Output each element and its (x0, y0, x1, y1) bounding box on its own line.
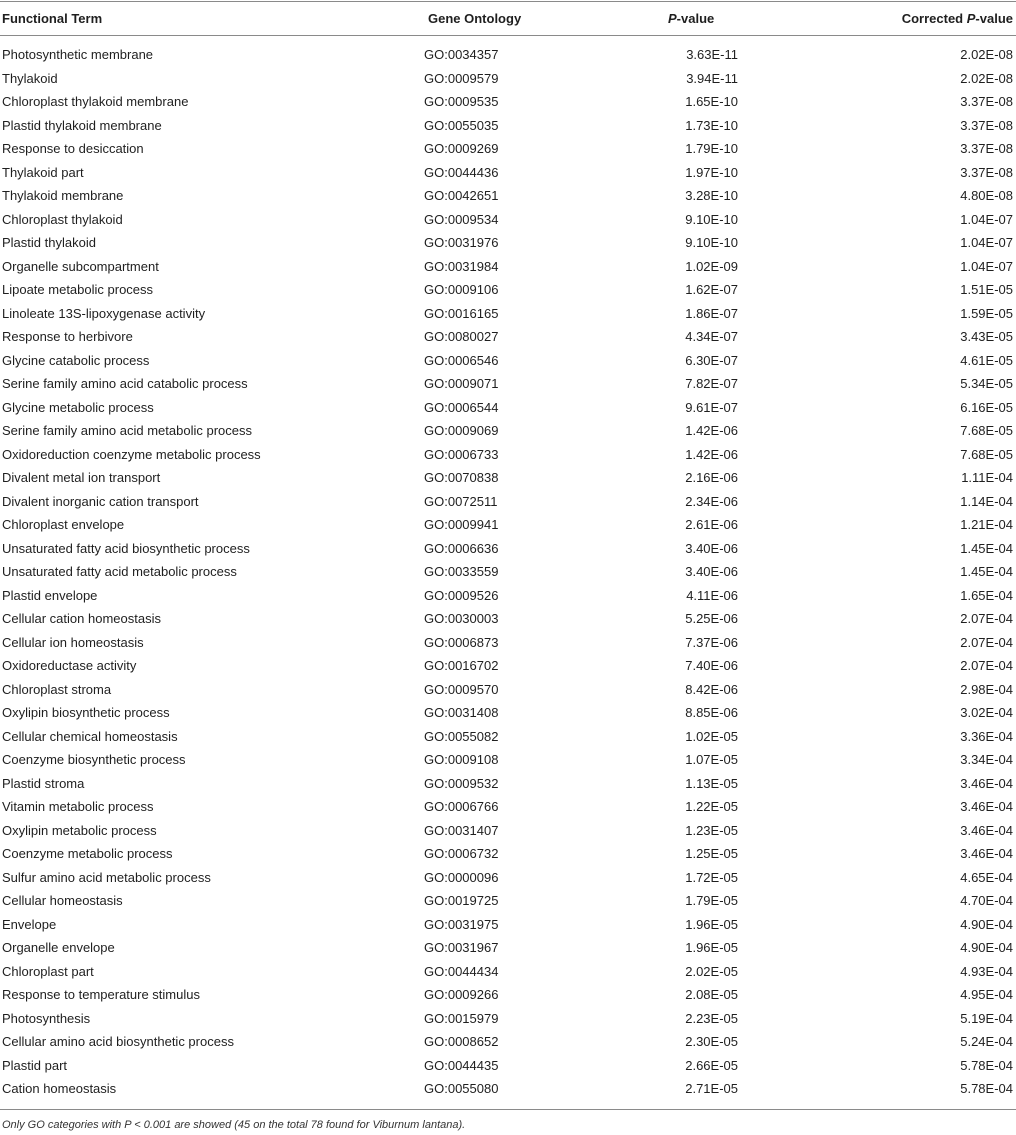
table-row (0, 259, 1016, 283)
cell-p-value: 1.62E-07 (685, 282, 738, 297)
table-row (0, 588, 1016, 612)
cell-corrected-p-value: 1.51E-05 (960, 282, 1013, 297)
cell-gene-ontology: GO:0044435 (424, 1057, 499, 1073)
cell-functional-term: Plastid thylakoid membrane (2, 117, 162, 133)
cell-p-value: 2.02E-05 (685, 963, 738, 979)
cell-gene-ontology: GO:0009570 (424, 681, 499, 697)
cell-gene-ontology: GO:0009069 (424, 423, 499, 438)
cell-corrected-p-value: 6.16E-05 (960, 399, 1013, 415)
cell-corrected-p-value: 1.59E-05 (960, 305, 1013, 321)
cell-functional-term: Divalent metal ion transport (2, 470, 161, 485)
cell-functional-term: Coenzyme metabolic process (2, 846, 173, 861)
table-footnote: Only GO categories with P < 0.001 are showed (45 on the total 78 found for Viburnum lantana). (2, 1119, 466, 1131)
cell-corrected-p-value: 4.70E-04 (960, 893, 1013, 908)
cell-functional-term: Cellular cation homeostasis (2, 611, 161, 626)
header-rule (0, 35, 1016, 36)
cell-gene-ontology: GO:0034357 (424, 47, 499, 62)
cell-functional-term: Oxylipin metabolic process (2, 822, 157, 838)
cell-gene-ontology: GO:0009106 (424, 282, 499, 297)
cell-p-value: 2.71E-05 (685, 1081, 738, 1096)
table-row (0, 893, 1016, 917)
table-row (0, 1011, 1016, 1035)
cell-functional-term: Oxidoreduction coenzyme metabolic process (2, 446, 261, 462)
table-row (0, 564, 1016, 588)
cell-gene-ontology: GO:0016702 (424, 658, 499, 673)
table-row (0, 776, 1016, 800)
cell-functional-term: Unsaturated fatty acid metabolic process (2, 564, 237, 579)
cell-gene-ontology: GO:0006636 (424, 540, 499, 556)
table-row (0, 188, 1016, 212)
cell-corrected-p-value: 3.46E-04 (960, 775, 1013, 791)
cell-corrected-p-value: 5.78E-04 (960, 1081, 1013, 1096)
cell-functional-term: Thylakoid membrane (2, 188, 124, 203)
cell-functional-term: Glycine metabolic process (2, 399, 154, 415)
cell-gene-ontology: GO:0031967 (424, 940, 499, 955)
table-row (0, 235, 1016, 259)
cell-p-value: 1.22E-05 (685, 799, 738, 814)
cell-corrected-p-value: 3.37E-08 (960, 164, 1013, 180)
cell-p-value: 9.61E-07 (685, 399, 738, 415)
cell-p-value: 5.25E-06 (685, 611, 738, 626)
cell-gene-ontology: GO:0072511 (424, 493, 498, 509)
cell-p-value: 2.66E-05 (685, 1057, 738, 1073)
cell-functional-term: Plastid part (2, 1057, 68, 1073)
cell-corrected-p-value: 3.37E-08 (960, 94, 1013, 109)
cell-gene-ontology: GO:0009269 (424, 141, 499, 156)
cell-functional-term: Coenzyme biosynthetic process (2, 752, 186, 767)
table-row (0, 705, 1016, 729)
cell-p-value: 3.40E-06 (685, 540, 738, 556)
cell-gene-ontology: GO:0070838 (424, 470, 499, 485)
cell-functional-term: Lipoate metabolic process (2, 282, 154, 297)
table-row (0, 940, 1016, 964)
cell-functional-term: Chloroplast envelope (2, 517, 125, 532)
cell-gene-ontology: GO:0031408 (424, 705, 499, 720)
cell-p-value: 9.10E-10 (685, 211, 738, 227)
cell-p-value: 1.86E-07 (685, 305, 738, 321)
cell-functional-term: Unsaturated fatty acid biosynthetic process (2, 540, 250, 556)
cell-gene-ontology: GO:0006733 (424, 446, 499, 462)
cell-corrected-p-value: 4.90E-04 (960, 940, 1013, 955)
cell-p-value: 2.16E-06 (685, 470, 738, 485)
cell-gene-ontology: GO:0009579 (424, 70, 499, 86)
header-p-value (668, 11, 714, 27)
cell-gene-ontology: GO:0006546 (424, 352, 499, 368)
cell-corrected-p-value: 2.07E-04 (960, 611, 1013, 626)
cell-corrected-p-value: 4.65E-04 (960, 869, 1013, 885)
table-row (0, 1034, 1016, 1058)
cell-functional-term: Sulfur amino acid metabolic process (2, 869, 211, 885)
cell-functional-term: Response to desiccation (2, 141, 144, 156)
header-p-italic: P (668, 11, 677, 26)
table-row (0, 635, 1016, 659)
cell-p-value: 6.30E-07 (685, 352, 738, 368)
cell-p-value: 1.07E-05 (685, 752, 738, 767)
table-row (0, 1081, 1016, 1105)
cell-p-value: 2.08E-05 (685, 987, 738, 1002)
header-gene-ontology: Gene Ontology (428, 11, 522, 26)
cell-functional-term: Chloroplast stroma (2, 681, 112, 697)
table-row (0, 870, 1016, 894)
cell-corrected-p-value: 1.04E-07 (960, 235, 1013, 250)
table-row (0, 165, 1016, 189)
table-row (0, 682, 1016, 706)
cell-functional-term: Plastid stroma (2, 775, 85, 791)
cell-corrected-p-value: 3.46E-04 (960, 799, 1013, 814)
cell-functional-term: Thylakoid (2, 70, 58, 86)
table-row (0, 141, 1016, 165)
cell-gene-ontology: GO:0009535 (424, 94, 499, 109)
table-row (0, 470, 1016, 494)
cell-gene-ontology: GO:0031407 (424, 822, 499, 838)
cell-gene-ontology: GO:0042651 (424, 188, 499, 203)
cell-corrected-p-value: 3.46E-04 (960, 846, 1013, 861)
cell-gene-ontology: GO:0016165 (424, 305, 499, 321)
cell-gene-ontology: GO:0000096 (424, 869, 499, 885)
cell-corrected-p-value: 1.14E-04 (960, 493, 1013, 509)
table-row (0, 917, 1016, 941)
cell-corrected-p-value: 4.61E-05 (960, 352, 1013, 368)
cell-corrected-p-value: 1.04E-07 (960, 211, 1013, 227)
table-row (0, 799, 1016, 823)
table-row (0, 447, 1016, 471)
cell-p-value: 8.85E-06 (685, 705, 738, 720)
cell-corrected-p-value: 1.45E-04 (960, 540, 1013, 556)
cell-functional-term: Envelope (2, 916, 57, 932)
cell-p-value: 1.97E-10 (685, 164, 738, 180)
cell-gene-ontology: GO:0055080 (424, 1081, 499, 1096)
cell-p-value: 1.42E-06 (685, 446, 738, 462)
cell-p-value: 2.23E-05 (685, 1010, 738, 1026)
cell-gene-ontology: GO:0006766 (424, 799, 499, 814)
header-cp-prefix: Corrected (901, 11, 967, 26)
cell-gene-ontology: GO:0009941 (424, 517, 499, 532)
table-row (0, 118, 1016, 142)
cell-corrected-p-value: 4.90E-04 (960, 916, 1013, 932)
table-row (0, 964, 1016, 988)
cell-corrected-p-value: 4.95E-04 (960, 987, 1013, 1002)
table-row (0, 611, 1016, 635)
table-row (0, 94, 1016, 118)
cell-gene-ontology: GO:0033559 (424, 564, 499, 579)
cell-gene-ontology: GO:0044434 (424, 963, 499, 979)
table-row (0, 752, 1016, 776)
cell-gene-ontology: GO:0008652 (424, 1034, 499, 1049)
cell-gene-ontology: GO:0009526 (424, 587, 499, 603)
cell-functional-term: Serine family amino acid metabolic process (2, 423, 252, 438)
cell-p-value: 1.42E-06 (685, 423, 738, 438)
cell-p-value: 4.34E-07 (685, 329, 738, 344)
cell-corrected-p-value: 5.19E-04 (960, 1010, 1013, 1026)
cell-p-value: 2.61E-06 (685, 517, 738, 532)
cell-p-value: 8.42E-06 (685, 681, 738, 697)
header-corrected-p-value (902, 11, 1013, 27)
cell-corrected-p-value: 3.34E-04 (960, 752, 1013, 767)
cell-p-value: 1.25E-05 (685, 846, 738, 861)
cell-functional-term: Response to herbivore (2, 329, 133, 344)
table-row (0, 71, 1016, 95)
cell-corrected-p-value: 5.34E-05 (960, 376, 1013, 391)
cell-p-value: 2.34E-06 (685, 493, 738, 509)
cell-functional-term: Chloroplast part (2, 963, 94, 979)
table-row (0, 517, 1016, 541)
cell-gene-ontology: GO:0009534 (424, 211, 499, 227)
bottom-rule (0, 1109, 1016, 1110)
table-row (0, 47, 1016, 71)
cell-p-value: 1.96E-05 (685, 940, 738, 955)
cell-functional-term: Vitamin metabolic process (2, 799, 154, 814)
cell-functional-term: Response to temperature stimulus (2, 987, 200, 1002)
table-row (0, 846, 1016, 870)
cell-functional-term: Plastid thylakoid (2, 235, 96, 250)
cell-corrected-p-value: 5.78E-04 (960, 1057, 1013, 1073)
cell-p-value: 3.63E-11 (686, 47, 738, 62)
table-row (0, 282, 1016, 306)
cell-corrected-p-value: 3.43E-05 (960, 329, 1013, 344)
cell-corrected-p-value: 1.21E-04 (960, 517, 1013, 532)
cell-corrected-p-value: 3.02E-04 (960, 705, 1013, 720)
cell-p-value: 9.10E-10 (685, 235, 738, 250)
table-row (0, 729, 1016, 753)
header-cp-suffix: -value (975, 11, 1013, 26)
cell-functional-term: Chloroplast thylakoid membrane (2, 94, 189, 109)
cell-functional-term: Photosynthetic membrane (2, 47, 154, 62)
header-cp-italic: P (966, 11, 976, 26)
cell-corrected-p-value: 4.80E-08 (960, 188, 1013, 203)
cell-functional-term: Cellular homeostasis (2, 893, 123, 908)
cell-corrected-p-value: 7.68E-05 (960, 446, 1013, 462)
cell-p-value: 7.40E-06 (685, 658, 738, 673)
cell-functional-term: Oxylipin biosynthetic process (2, 705, 170, 720)
cell-functional-term: Photosynthesis (2, 1010, 91, 1026)
cell-corrected-p-value: 7.68E-05 (960, 423, 1013, 438)
cell-gene-ontology: GO:0044436 (424, 164, 499, 180)
cell-gene-ontology: GO:0015979 (424, 1010, 499, 1026)
cell-functional-term: Cellular chemical homeostasis (2, 728, 178, 744)
cell-p-value: 1.79E-05 (685, 893, 738, 908)
cell-corrected-p-value: 3.36E-04 (960, 728, 1013, 744)
table-row (0, 376, 1016, 400)
cell-gene-ontology: GO:0009071 (424, 376, 499, 391)
cell-functional-term: Divalent inorganic cation transport (2, 493, 199, 509)
table-row (0, 423, 1016, 447)
cell-corrected-p-value: 1.65E-04 (960, 587, 1013, 603)
cell-p-value: 1.23E-05 (685, 822, 738, 838)
cell-corrected-p-value: 4.93E-04 (960, 963, 1013, 979)
cell-corrected-p-value: 2.02E-08 (960, 47, 1013, 62)
cell-functional-term: Serine family amino acid catabolic process (2, 376, 248, 391)
cell-gene-ontology: GO:0006544 (424, 399, 499, 415)
cell-corrected-p-value: 3.46E-04 (960, 822, 1013, 838)
cell-functional-term: Cellular amino acid biosynthetic process (2, 1034, 234, 1049)
cell-p-value: 3.94E-11 (686, 70, 738, 86)
cell-p-value: 7.37E-06 (685, 634, 738, 650)
cell-corrected-p-value: 1.04E-07 (960, 258, 1013, 274)
cell-gene-ontology: GO:0080027 (424, 329, 499, 344)
cell-functional-term: Plastid envelope (2, 587, 98, 603)
cell-functional-term: Organelle subcompartment (2, 258, 159, 274)
cell-p-value: 1.96E-05 (685, 916, 738, 932)
table-row (0, 306, 1016, 330)
table-row (0, 494, 1016, 518)
cell-functional-term: Thylakoid part (2, 164, 84, 180)
cell-functional-term: Linoleate 13S-lipoxygenase activity (2, 305, 206, 321)
table-row (0, 353, 1016, 377)
cell-functional-term: Chloroplast thylakoid (2, 211, 123, 227)
cell-corrected-p-value: 1.11E-04 (961, 470, 1013, 485)
cell-gene-ontology: GO:0009532 (424, 775, 499, 791)
cell-p-value: 3.40E-06 (685, 564, 738, 579)
cell-p-value: 1.73E-10 (685, 117, 738, 133)
table-row (0, 1058, 1016, 1082)
cell-p-value: 1.79E-10 (685, 141, 738, 156)
table-row (0, 541, 1016, 565)
cell-p-value: 1.13E-05 (685, 775, 738, 791)
cell-p-value: 1.02E-09 (685, 258, 738, 274)
cell-corrected-p-value: 3.37E-08 (960, 141, 1013, 156)
cell-gene-ontology: GO:0009266 (424, 987, 499, 1002)
cell-gene-ontology: GO:0009108 (424, 752, 499, 767)
cell-p-value: 4.11E-06 (686, 587, 738, 603)
cell-gene-ontology: GO:0019725 (424, 893, 499, 908)
table-row (0, 212, 1016, 236)
cell-gene-ontology: GO:0055035 (424, 117, 499, 133)
cell-functional-term: Cellular ion homeostasis (2, 634, 144, 650)
cell-p-value: 1.02E-05 (685, 728, 738, 744)
cell-p-value: 3.28E-10 (685, 188, 738, 203)
table-row (0, 658, 1016, 682)
cell-gene-ontology: GO:0006873 (424, 634, 499, 650)
table-body (0, 47, 1016, 1105)
cell-functional-term: Glycine catabolic process (2, 352, 150, 368)
cell-gene-ontology: GO:0031984 (424, 258, 499, 274)
table-row (0, 400, 1016, 424)
cell-p-value: 7.82E-07 (685, 376, 738, 391)
table-row (0, 823, 1016, 847)
cell-gene-ontology: GO:0006732 (424, 846, 499, 861)
cell-corrected-p-value: 3.37E-08 (960, 117, 1013, 133)
cell-corrected-p-value: 2.07E-04 (960, 658, 1013, 673)
table-header (0, 0, 1016, 36)
cell-gene-ontology: GO:0031976 (424, 235, 499, 250)
cell-p-value: 1.72E-05 (685, 869, 738, 885)
cell-functional-term: Organelle envelope (2, 940, 115, 955)
cell-gene-ontology: GO:0055082 (424, 728, 499, 744)
cell-corrected-p-value: 5.24E-04 (960, 1034, 1013, 1049)
cell-functional-term: Cation homeostasis (2, 1081, 117, 1096)
cell-gene-ontology: GO:0031975 (424, 916, 499, 932)
cell-gene-ontology: GO:0030003 (424, 611, 499, 626)
cell-corrected-p-value: 2.02E-08 (960, 70, 1013, 86)
table-row (0, 987, 1016, 1011)
cell-corrected-p-value: 1.45E-04 (960, 564, 1013, 579)
header-p-suffix: -value (676, 11, 715, 26)
cell-corrected-p-value: 2.07E-04 (960, 634, 1013, 650)
cell-p-value: 1.65E-10 (685, 94, 738, 109)
cell-p-value: 2.30E-05 (685, 1034, 738, 1049)
cell-functional-term: Oxidoreductase activity (2, 658, 137, 673)
table-row (0, 329, 1016, 353)
header-functional-term: Functional Term (2, 11, 103, 26)
cell-corrected-p-value: 2.98E-04 (960, 681, 1013, 697)
